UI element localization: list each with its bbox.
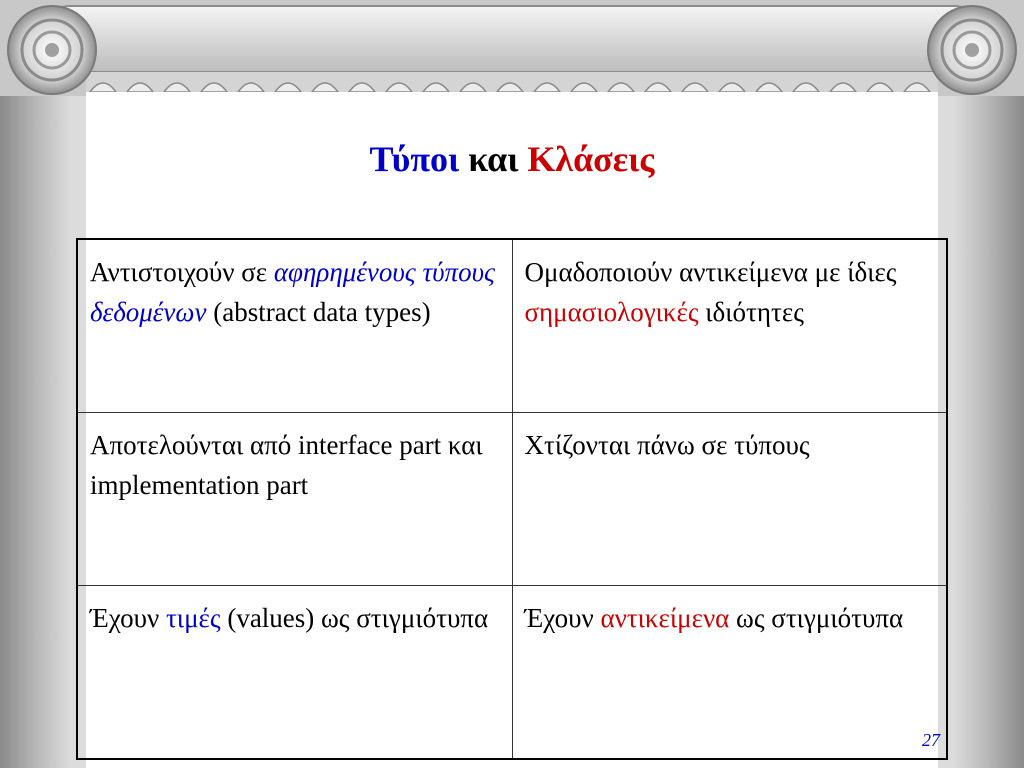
column-capital-decoration: [0, 0, 1024, 96]
cell-text: (abstract data types): [206, 297, 431, 327]
table-cell-classes: [512, 413, 947, 586]
table-row: [77, 586, 947, 760]
cell-text: ως στιγμιότυπα: [729, 603, 904, 633]
cell-text: Έχουν: [90, 603, 166, 633]
table-row: [77, 239, 947, 413]
title-word-classes: Κλάσεις: [527, 139, 655, 179]
cell-text: Ομαδοποιούν αντικείμενα με ίδιες: [524, 257, 897, 287]
slide-title: [86, 138, 938, 180]
cell-text: Έχουν: [524, 603, 601, 633]
table-cell-types: [77, 413, 512, 586]
title-word-and: και: [468, 139, 519, 179]
table-cell-classes: [512, 239, 947, 413]
table-cell-types: [77, 586, 512, 760]
title-word-types: Τύποι: [369, 139, 460, 179]
cell-highlight: αφηρημένους τύπους δεδομένων: [90, 257, 495, 327]
cell-text: Χτίζονται πάνω σε τύπους: [524, 430, 810, 460]
cell-text: Αντιστοιχούν σε: [90, 257, 274, 287]
cell-highlight: τιμές: [165, 603, 221, 633]
cell-text: (values) ως στιγμιότυπα: [220, 603, 489, 633]
cell-text: ιδιότητες: [698, 297, 804, 327]
cell-highlight: αντικείμενα: [600, 603, 730, 633]
cell-highlight: σημασιολογικές: [524, 297, 699, 327]
comparison-table: [76, 238, 948, 760]
table-cell-types: [77, 239, 512, 413]
table-row: [77, 413, 947, 586]
page-number: 27: [922, 730, 940, 750]
cell-text: Αποτελούνται από interface part και implementation part: [90, 430, 483, 500]
table-cell-classes: [512, 586, 947, 760]
